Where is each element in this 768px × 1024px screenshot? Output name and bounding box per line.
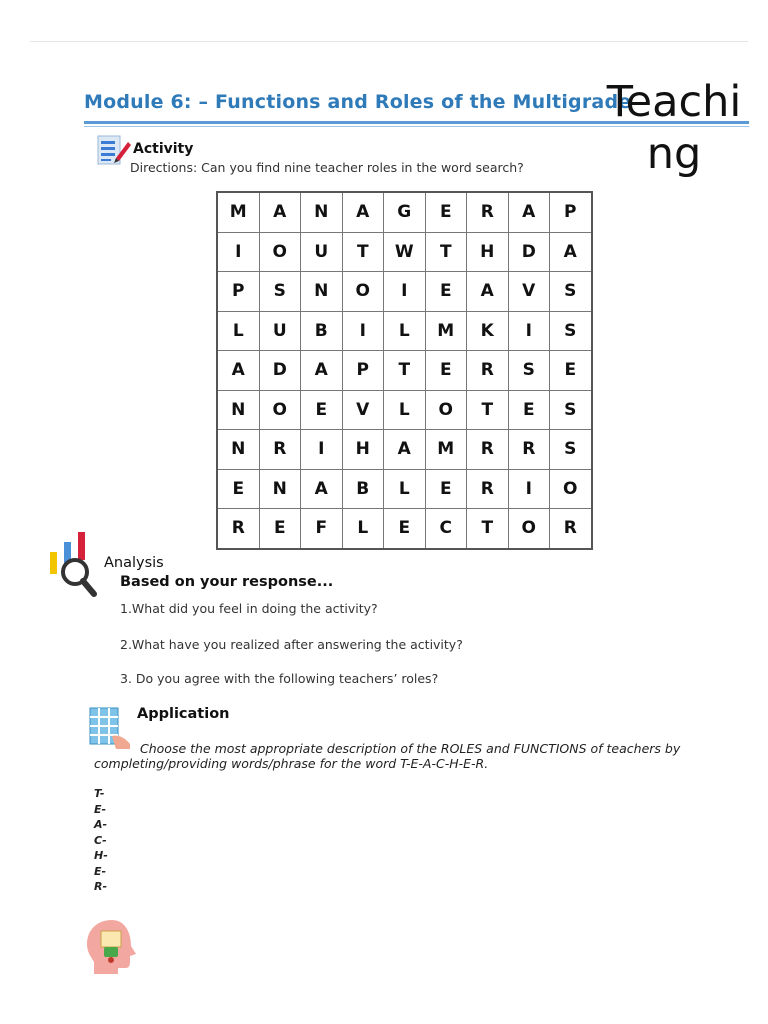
top-divider (30, 41, 748, 42)
grid-letter: I (508, 311, 550, 351)
grid-letter: M (425, 311, 467, 351)
grid-letter: L (217, 311, 259, 351)
grid-letter: E (425, 192, 467, 232)
overlay-word: Teaching (606, 77, 742, 179)
acrostic-line-h: H- (94, 849, 108, 862)
teacher-acrostic (94, 786, 108, 895)
grid-letter: R (259, 430, 301, 470)
grid-letter: M (217, 192, 259, 232)
grid-letter: A (342, 192, 384, 232)
grid-letter: E (508, 390, 550, 430)
module-title: Module 6: – Functions and Roles of the Multigrade (84, 91, 632, 113)
grid-letter: S (550, 272, 592, 312)
grid-letter: D (508, 232, 550, 272)
grid-letter: L (342, 509, 384, 549)
activity-heading: Activity (133, 141, 194, 157)
grid-row (217, 232, 592, 272)
grid-letter: D (259, 351, 301, 391)
acrostic-line-e: E- (94, 802, 107, 816)
grid-letter: U (259, 311, 301, 351)
grid-letter: O (550, 469, 592, 509)
application-description: Choose the most appropriate description of the ROLES and FUNCTIONS of teachers by completing/providing words/phrase for the word T-E-A-C-H-E-R. (94, 741, 681, 771)
grid-row (217, 351, 592, 391)
grid-letter: B (301, 311, 343, 351)
grid-letter: S (508, 351, 550, 391)
grid-letter: I (342, 311, 384, 351)
grid-letter: G (384, 192, 426, 232)
analysis-question-2: 2.What have you realized after answering the activity? (120, 637, 463, 652)
grid-letter: W (384, 232, 426, 272)
grid-letter: T (384, 351, 426, 391)
analysis-subheading: Based on your response... (120, 574, 334, 590)
grid-letter: R (550, 509, 592, 549)
analysis-heading: Analysis (104, 555, 164, 571)
acrostic-line-a: A- (94, 818, 108, 831)
analysis-question-1: 1.What did you feel in doing the activity? (120, 601, 378, 616)
grid-letter: P (342, 351, 384, 391)
grid-letter: T (425, 232, 467, 272)
grid-letter: F (301, 509, 343, 549)
grid-letter: E (384, 509, 426, 549)
application-heading: Application (137, 706, 230, 722)
grid-letter: A (301, 351, 343, 391)
grid-letter: A (301, 469, 343, 509)
analysis-magnifier-icon (48, 532, 106, 600)
grid-letter: R (467, 192, 509, 232)
grid-letter: T (342, 232, 384, 272)
grid-letter: U (301, 232, 343, 272)
grid-letter: R (467, 469, 509, 509)
grid-row (217, 509, 592, 549)
grid-letter: O (508, 509, 550, 549)
grid-letter: E (301, 390, 343, 430)
grid-letter: T (467, 390, 509, 430)
grid-row (217, 430, 592, 470)
grid-letter: H (342, 430, 384, 470)
grid-letter: N (301, 192, 343, 232)
grid-letter: E (425, 351, 467, 391)
word-search-grid (216, 191, 593, 550)
grid-letter: N (301, 272, 343, 312)
grid-letter: I (384, 272, 426, 312)
grid-letter: N (259, 469, 301, 509)
grid-letter: V (342, 390, 384, 430)
grid-letter: R (467, 351, 509, 391)
grid-letter: L (384, 390, 426, 430)
grid-letter: I (301, 430, 343, 470)
grid-letter: V (508, 272, 550, 312)
grid-letter: I (508, 469, 550, 509)
grid-letter: L (384, 311, 426, 351)
grid-letter: A (508, 192, 550, 232)
grid-letter: O (259, 232, 301, 272)
grid-letter: S (550, 390, 592, 430)
grid-letter: N (217, 390, 259, 430)
acrostic-line-t: T- (94, 787, 105, 800)
grid-letter: A (467, 272, 509, 312)
activity-list-icon (96, 134, 132, 168)
grid-letter: R (217, 509, 259, 549)
grid-row (217, 311, 592, 351)
grid-letter: B (342, 469, 384, 509)
grid-letter: S (550, 430, 592, 470)
grid-letter: E (425, 272, 467, 312)
grid-letter: O (425, 390, 467, 430)
grid-letter: O (259, 390, 301, 430)
grid-letter: K (467, 311, 509, 351)
grid-letter: E (425, 469, 467, 509)
grid-letter: A (217, 351, 259, 391)
grid-letter: E (550, 351, 592, 391)
grid-letter: P (550, 192, 592, 232)
acrostic-line-r: R- (94, 880, 108, 893)
grid-letter: L (384, 469, 426, 509)
grid-letter: S (550, 311, 592, 351)
acrostic-line-c: C- (94, 833, 107, 847)
grid-letter: H (467, 232, 509, 272)
reflection-head-icon (84, 918, 140, 976)
activity-directions: Directions: Can you find nine teacher roles in the word search? (130, 160, 524, 175)
grid-letter: E (259, 509, 301, 549)
grid-letter: O (342, 272, 384, 312)
analysis-question-3: 3. Do you agree with the following teachers’ roles? (120, 671, 439, 686)
grid-letter: E (217, 469, 259, 509)
grid-letter: C (425, 509, 467, 549)
grid-letter: R (508, 430, 550, 470)
grid-row (217, 272, 592, 312)
grid-letter: P (217, 272, 259, 312)
grid-letter: S (259, 272, 301, 312)
grid-letter: A (384, 430, 426, 470)
grid-row (217, 390, 592, 430)
grid-letter: M (425, 430, 467, 470)
grid-row (217, 469, 592, 509)
acrostic-line-e2: E- (94, 864, 107, 878)
grid-letter: I (217, 232, 259, 272)
grid-letter: R (467, 430, 509, 470)
grid-letter: T (467, 509, 509, 549)
grid-letter: N (217, 430, 259, 470)
grid-row (217, 192, 592, 232)
grid-letter: A (259, 192, 301, 232)
grid-letter: A (550, 232, 592, 272)
